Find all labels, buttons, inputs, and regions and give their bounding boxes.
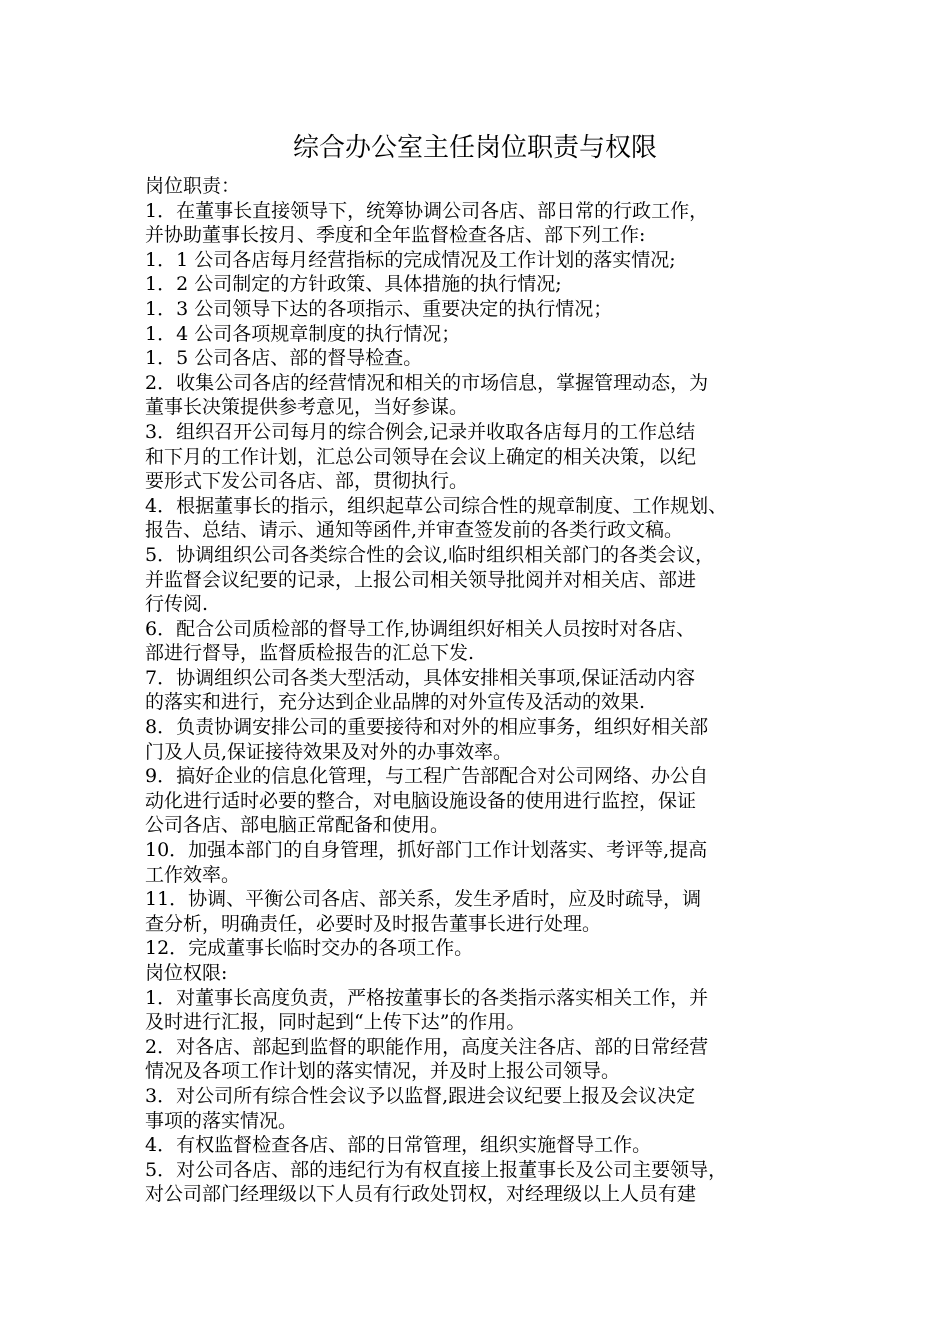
text-line: 报告、总结、请示、通知等函件,并审查签发前的各类行政文稿。 (145, 519, 684, 542)
text-line: 5．协调组织公司各类综合性的会议,临时组织相关部门的各类会议， (145, 543, 715, 566)
text-line: 工作效率。 (145, 863, 241, 886)
text-line: 门及人员,保证接待效果及对外的办事效率。 (145, 740, 513, 763)
text-line: 4．根据董事长的指示，组织起草公司综合性的规章制度、工作规划、 (145, 494, 728, 517)
text-line: 1．对董事长高度负责，严格按董事长的各类指示落实相关工作，并 (145, 986, 709, 1009)
document-body (145, 174, 825, 1207)
text-line: 并监督会议纪要的记录，上报公司相关领导批阅并对相关店、部进 (145, 568, 697, 591)
text-line: 查分析，明确责任，必要时及时报告董事长进行处理。 (145, 912, 602, 935)
text-line: 动化进行适时必要的整合，对电脑设施设备的使用进行监控，保证 (145, 789, 697, 812)
text-line: 事项的落实情况。 (145, 1109, 298, 1132)
text-line: 岗位权限: (145, 962, 228, 984)
text-line: 和下月的工作计划，汇总公司领导在会议上确定的相关决策，以纪 (145, 445, 697, 468)
document-title: 综合办公室主任岗位职责与权限 (292, 133, 657, 163)
text-line: 7．协调组织公司各类大型活动，具体安排相关事项,保证活动内容 (145, 666, 696, 689)
text-line: 9．搞好企业的信息化管理，与工程广告部配合对公司网络、办公自 (145, 765, 709, 788)
text-line: 1．3 公司领导下达的各项指示、重要决定的执行情况； (145, 297, 613, 320)
text-line: 岗位职责： (145, 175, 241, 197)
text-line: 要形式下发公司各店、部，贯彻执行。 (145, 470, 469, 493)
text-line: 1．5 公司各店、部的督导检查。 (145, 347, 423, 370)
text-line: 董事长决策提供参考意见，当好参谋。 (145, 396, 469, 419)
text-line: 5．对公司各店、部的违纪行为有权直接上报董事长及公司主要领导， (145, 1158, 728, 1181)
text-line: 的落实和进行，充分达到企业品牌的对外宣传及活动的效果. (145, 691, 646, 714)
text-line: 1．2 公司制定的方针政策、具体措施的执行情况; (145, 273, 562, 296)
text-line: 1．4 公司各项规章制度的执行情况； (145, 322, 461, 345)
text-line: 及时进行汇报，同时起到“上传下达”的作用。 (145, 1011, 526, 1034)
text-line: 8．负责协调安排公司的重要接待和对外的相应事务，组织好相关部 (145, 716, 709, 739)
text-line: 11．协调、平衡公司各店、部关系，发生矛盾时，应及时疏导，调 (145, 888, 702, 911)
text-line: 1．在董事长直接领导下，统筹协调公司各店、部日常的行政工作， (145, 199, 709, 222)
text-line: 3．对公司所有综合性会议予以监督,跟进会议纪要上报及会议决定 (145, 1084, 696, 1107)
text-line: 对公司部门经理级以下人员有行政处罚权，对经理级以上人员有建 (145, 1183, 697, 1206)
text-line: 6．配合公司质检部的督导工作,协调组织好相关人员按时对各店、 (145, 617, 696, 640)
text-line: 12．完成董事长临时交办的各项工作。 (145, 937, 474, 960)
text-line: 行传阅. (145, 593, 209, 616)
text-line: 2．收集公司各店的经营情况和相关的市场信息，掌握管理动态，为 (145, 371, 709, 394)
text-line: 部进行督导，监督质检报告的汇总下发. (145, 642, 475, 665)
text-line: 4．有权监督检查各店、部的日常管理，组织实施督导工作。 (145, 1134, 652, 1157)
text-line: 1．1 公司各店每月经营指标的完成情况及工作计划的落实情况; (145, 248, 676, 271)
text-line: 情况及各项工作计划的落实情况，并及时上报公司领导。 (145, 1060, 621, 1083)
text-line: 2．对各店、部起到监督的职能作用，高度关注各店、部的日常经营 (145, 1035, 709, 1058)
text-line: 3．组织召开公司每月的综合例会,记录并收取各店每月的工作总结 (145, 420, 696, 443)
text-line: 10．加强本部门的自身管理，抓好部门工作计划落实、考评等,提高 (145, 839, 708, 862)
text-line: 并协助董事长按月、季度和全年监督检查各店、部下列工作: (145, 224, 646, 247)
text-line: 公司各店、部电脑正常配备和使用。 (145, 814, 450, 837)
